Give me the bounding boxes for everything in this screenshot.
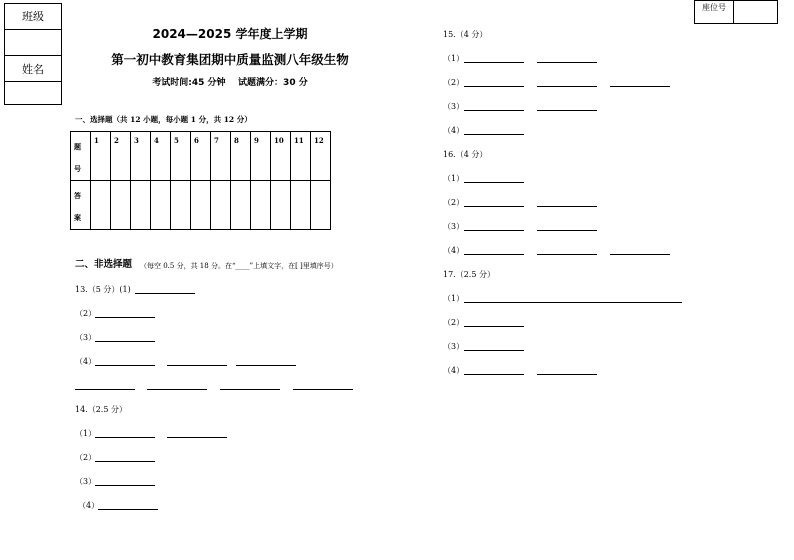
q14-title: 14.（2.5 分） <box>75 405 127 414</box>
answer-blank[interactable] <box>135 293 195 294</box>
student-info-box <box>4 3 62 105</box>
answer-blank[interactable] <box>95 341 155 342</box>
answer-blank[interactable] <box>95 485 155 486</box>
q16-title: 16.（4 分） <box>443 150 488 159</box>
answer-cell[interactable] <box>231 181 251 230</box>
answer-cell[interactable] <box>291 181 311 230</box>
row-header-answer: 答 案 <box>71 181 91 230</box>
question-number: 11 <box>291 132 311 181</box>
answer-blank[interactable] <box>464 206 524 207</box>
answer-blank[interactable] <box>95 317 155 318</box>
answer-blank[interactable] <box>537 230 597 231</box>
table-row <box>71 132 331 181</box>
exam-title: 第一初中教育集团期中质量监测八年级生物 <box>111 52 349 67</box>
q16-part2: （2） <box>443 198 465 207</box>
q15-part4: （4） <box>443 126 465 135</box>
answer-blank[interactable] <box>95 437 155 438</box>
class-field[interactable] <box>5 30 61 56</box>
answer-blank[interactable] <box>147 389 207 390</box>
answer-cell[interactable] <box>311 181 331 230</box>
answer-cell[interactable] <box>91 181 111 230</box>
answer-blank[interactable] <box>537 206 597 207</box>
name-label: 姓名 <box>5 56 61 82</box>
seat-label: 座位号 <box>695 1 734 23</box>
answer-blank[interactable] <box>537 254 597 255</box>
answer-blank[interactable] <box>464 230 524 231</box>
answer-blank[interactable] <box>464 86 524 87</box>
question-number: 6 <box>191 132 211 181</box>
q14-part2: （2） <box>75 453 97 462</box>
section1-heading: 一、选择题（共 12 小题，每小题 1 分，共 12 分） <box>75 115 252 124</box>
answer-blank[interactable] <box>75 389 135 390</box>
question-number: 9 <box>251 132 271 181</box>
q14-part3: （3） <box>75 477 97 486</box>
answer-blank[interactable] <box>95 461 155 462</box>
answer-blank[interactable] <box>610 254 670 255</box>
q13-part2: （2） <box>75 309 97 318</box>
q15-part3: （3） <box>443 102 465 111</box>
exam-info: 考试时间:45 分钟 试题满分：30 分 <box>152 78 308 88</box>
table-row <box>71 181 331 230</box>
q13-title: 13.（5 分）(1) <box>75 285 131 294</box>
q14-part4: （4） <box>78 501 100 510</box>
answer-table <box>70 131 331 230</box>
q14-part1: （1） <box>75 429 97 438</box>
term-title: 2024—2025 学年度上学期 <box>152 27 308 41</box>
answer-blank[interactable] <box>464 350 524 351</box>
answer-cell[interactable] <box>131 181 151 230</box>
answer-cell[interactable] <box>111 181 131 230</box>
answer-blank[interactable] <box>464 134 524 135</box>
question-number: 7 <box>211 132 231 181</box>
q15-part1: （1） <box>443 54 465 63</box>
answer-blank[interactable] <box>167 437 227 438</box>
answer-blank[interactable] <box>95 365 155 366</box>
question-number: 1 <box>91 132 111 181</box>
answer-cell[interactable] <box>191 181 211 230</box>
question-number: 2 <box>111 132 131 181</box>
answer-cell[interactable] <box>251 181 271 230</box>
answer-blank[interactable] <box>464 62 524 63</box>
answer-blank[interactable] <box>293 389 353 390</box>
class-label: 班级 <box>5 4 61 30</box>
answer-blank[interactable] <box>464 254 524 255</box>
answer-blank[interactable] <box>537 62 597 63</box>
question-number: 3 <box>131 132 151 181</box>
question-number: 4 <box>151 132 171 181</box>
name-field[interactable] <box>5 82 61 104</box>
q17-part4: （4） <box>443 366 465 375</box>
q17-part1: （1） <box>443 294 465 303</box>
q15-title: 15.（4 分） <box>443 30 488 39</box>
answer-blank[interactable] <box>464 110 524 111</box>
seat-field[interactable] <box>734 1 777 23</box>
question-number: 10 <box>271 132 291 181</box>
answer-blank[interactable] <box>98 509 158 510</box>
question-number: 5 <box>171 132 191 181</box>
q15-part2: （2） <box>443 78 465 87</box>
q16-part1: （1） <box>443 174 465 183</box>
q16-part4: （4） <box>443 246 465 255</box>
answer-cell[interactable] <box>151 181 171 230</box>
answer-cell[interactable] <box>211 181 231 230</box>
answer-blank[interactable] <box>464 182 524 183</box>
answer-blank[interactable] <box>167 365 227 366</box>
answer-blank[interactable] <box>537 86 597 87</box>
answer-blank[interactable] <box>236 365 296 366</box>
question-number: 8 <box>231 132 251 181</box>
q16-part3: （3） <box>443 222 465 231</box>
answer-cell[interactable] <box>271 181 291 230</box>
q17-part2: （2） <box>443 318 465 327</box>
answer-cell[interactable] <box>171 181 191 230</box>
section2-heading: 二、非选择题 <box>75 259 133 270</box>
answer-blank[interactable] <box>220 389 280 390</box>
q17-part3: （3） <box>443 342 465 351</box>
answer-blank[interactable] <box>464 302 682 303</box>
section2-note: （每空 0.5 分，共 18 分。在“____”上填文字，在[ ]里填序号） <box>140 262 338 270</box>
answer-blank[interactable] <box>610 86 670 87</box>
question-number: 12 <box>311 132 331 181</box>
answer-blank[interactable] <box>464 374 524 375</box>
q13-part3: （3） <box>75 333 97 342</box>
answer-blank[interactable] <box>537 110 597 111</box>
answer-blank[interactable] <box>464 326 524 327</box>
answer-blank[interactable] <box>537 374 597 375</box>
q17-title: 17.（2.5 分） <box>443 270 495 279</box>
seat-number-box <box>694 0 778 24</box>
row-header-number: 题 号 <box>71 132 91 181</box>
q13-part4: （4） <box>75 357 97 366</box>
